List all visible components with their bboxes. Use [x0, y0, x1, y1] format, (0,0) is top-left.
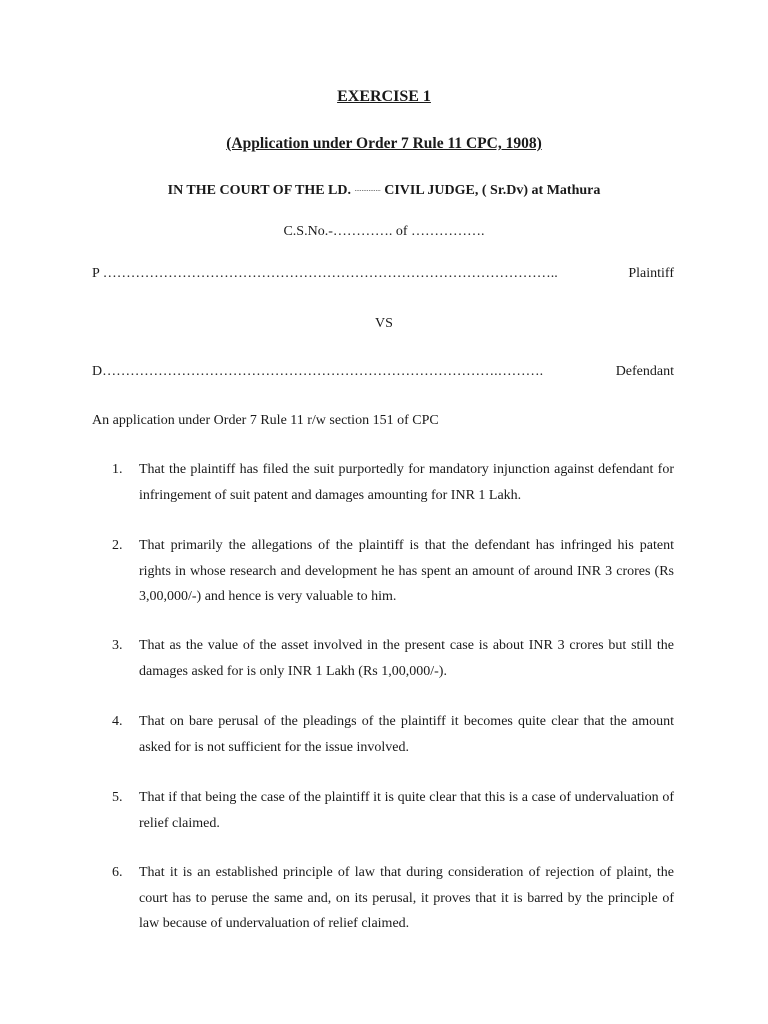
list-item-text: That if that being the case of the plaintiff it is quite clear that this is a case of undervaluation of relief claimed. — [139, 790, 674, 831]
list-item-number: 1. — [112, 462, 123, 477]
list-item — [112, 633, 674, 684]
list-item-number: 4. — [112, 714, 123, 729]
case-number: C.S.No.-…………. of ……………. — [283, 224, 485, 239]
list-item — [112, 533, 674, 610]
versus-label: VS — [375, 316, 393, 331]
list-item-text: That on bare perusal of the pleadings of the plaintiff it becomes quite clear that the amount asked for is not sufficient for the issue involved. — [139, 714, 674, 755]
list-item-text: That the plaintiff has filed the suit purportedly for mandatory injunction against defendant for infringement of suit patent and damages amounting for INR 1 Lakh. — [139, 462, 674, 503]
application-intro: An application under Order 7 Rule 11 r/w section 151 of CPC — [92, 413, 439, 428]
court-heading — [0, 180, 768, 200]
list-item-number: 5. — [112, 790, 123, 805]
court-suffix: CIVIL JUDGE, ( Sr.Dv) at Mathura — [384, 183, 601, 198]
list-item-number: 2. — [112, 538, 123, 553]
defendant-blank: D………………………………………………………………………….………. — [92, 364, 544, 379]
list-item — [112, 457, 674, 508]
plaintiff-line — [92, 265, 674, 283]
list-item — [112, 709, 674, 760]
list-item-text: That primarily the allegations of the plaintiff is that the defendant has infringed his patent rights in whose research and development he has spent an amount of around INR 3 crores (Rs 3,00,000/-) and hence is very valuable to him. — [139, 538, 674, 604]
plaintiff-role: Plaintiff — [628, 266, 674, 281]
list-item — [112, 860, 674, 937]
list-item-text: That as the value of the asset involved in the present case is about INR 3 crores but still the damages asked for is only INR 1 Lakh (Rs 1,00,000/-). — [139, 638, 674, 679]
document-subtitle: (Application under Order 7 Rule 11 CPC, 1908) — [226, 135, 542, 152]
list-item-number: 3. — [112, 638, 123, 653]
list-item-number: 6. — [112, 865, 123, 880]
list-item — [112, 785, 674, 836]
defendant-line — [92, 363, 674, 381]
list-item-text: That it is an established principle of law that during consideration of rejection of plaint, the court has to peruse the same and, on its perusal, it proves that it is barred by the principle of law because of undervaluation of relief claimed. — [139, 865, 674, 931]
court-blank: ............... — [354, 185, 381, 193]
defendant-role: Defendant — [615, 364, 674, 379]
document-title: EXERCISE 1 — [337, 88, 431, 105]
plaintiff-blank: P …………………………………………………………………………………….. — [92, 266, 558, 281]
court-prefix: IN THE COURT OF THE LD. — [167, 183, 351, 198]
